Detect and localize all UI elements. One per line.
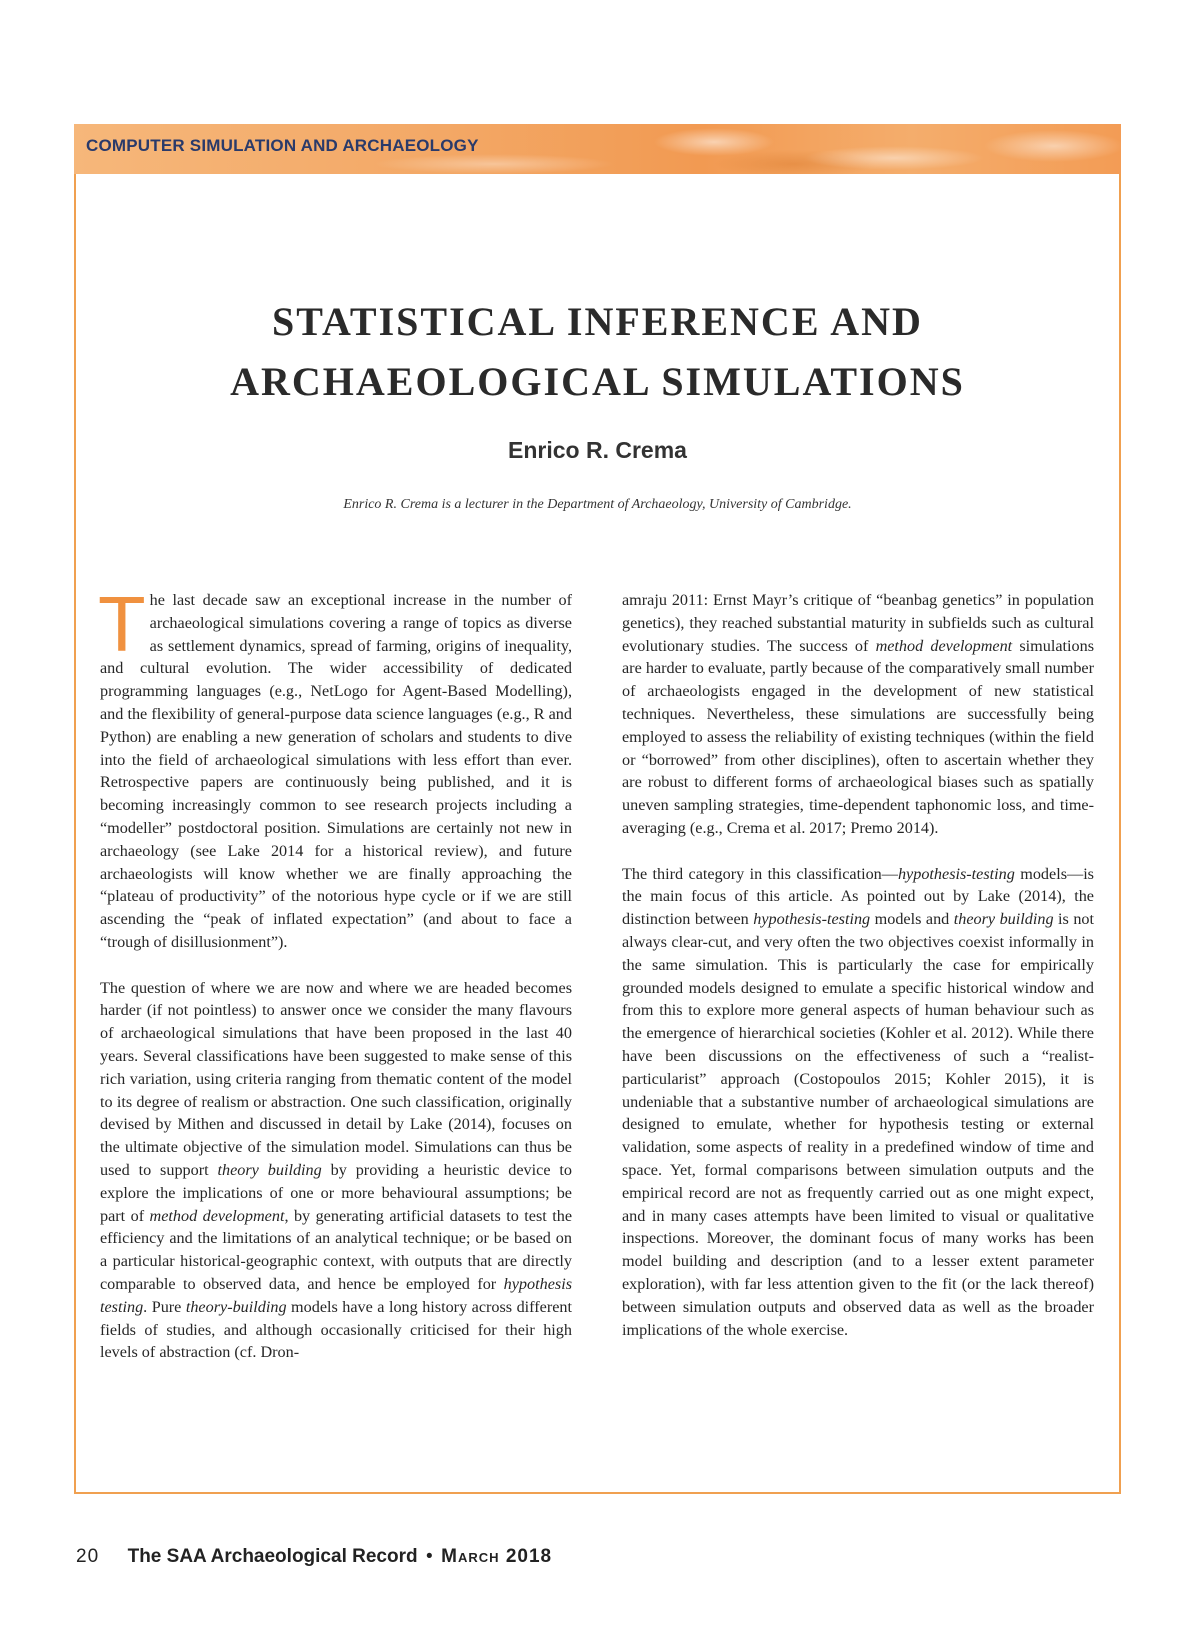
left-column — [98, 580, 573, 1387]
right-column — [622, 589, 1094, 1364]
text-run: The third category in this classification— — [622, 864, 898, 883]
journal-name: The SAA Archaeological Record — [127, 1546, 418, 1567]
paragraph-classification — [100, 977, 572, 1365]
emphasis-term: hypothesis-testing — [897, 864, 1015, 883]
drop-cap: T — [98, 580, 146, 668]
text-run: models have a long history across different fields of studies, and although occasionally criticised for their high levels of abstraction (cf. Dron- — [100, 1297, 572, 1362]
emphasis-term: theory building — [217, 1160, 322, 1179]
section-banner — [74, 124, 1121, 174]
emphasis-term: method development — [875, 636, 1013, 655]
text-run: simulations are harder to evaluate, partly because of the comparatively small number of archaeologists engaged in the development of new statistical techniques. Nevertheless, these simulations are successfully being employed to assess the reliability of existing techniques (within the field or “borrowed” from other disciplines), often to ascertain whether they are robust to different forms of archaeological biases such as spatially uneven sampling strategies, time-dependent taphonomic loss, and time-averaging (e.g., Crema et al. 2017; Premo 2014). — [622, 636, 1094, 837]
text-run: by providing a heuristic device to explore the implications of one or more behavioural assumptions; be part of — [100, 1160, 572, 1225]
emphasis-term: method development — [149, 1206, 285, 1225]
issue-date: March 2018 — [441, 1546, 553, 1567]
text-run: models—is the main focus of this article. As pointed out by Lake (2014), the distinction between — [622, 864, 1094, 929]
section-title: COMPUTER SIMULATION AND ARCHAEOLOGY — [86, 136, 479, 155]
page-footer — [76, 1546, 552, 1568]
article-title — [74, 292, 1121, 412]
text-run: models and — [870, 910, 954, 929]
paragraph-method-development — [622, 589, 1094, 840]
paragraph-intro-text: he last decade saw an exceptional increase in the number of archaeological simulations covering a range of topics as diverse as settlement dynamics, spread of farming, origins of inequality, and cultural evolution. The wider accessibility of dedicated programming languages (e.g., NetLogo for Agent-Based Modelling), and the flexibility of general-purpose data science languages (e.g., R and Python) are enabling a new generation of scholars and students to dive into the field of archaeological simulations with less effort than ever. Retrospective papers are continuously being published, and it is becoming increasingly common to see research projects including a “modeller” postdoctoral position. Simulations are certainly not new in archaeology (see Lake 2014 for a historical review), and future archaeologists will know whether we are finally approaching the “plateau of productivity” of the notorious hype cycle or if we are still ascending the “peak of inflated expectation” (and about to face a “trough of disillusionment”). — [100, 591, 572, 951]
text-run: is not always clear-cut, and very often the two objectives coexist informally in the same simulation. This is particularly the case for empirically grounded models designed to emulate a specific historical window and from this to explore more general aspects of human behaviour such as the emergence of hierarchical societies (Kohler et al. 2012). While there have been discussions on the effectiveness of such a “realist-particularist” approach (Costopoulos 2015; Kohler 2015), it is undeniable that a substantive number of archaeological simulations are designed to emulate, whether for hypothesis testing or external validation, some aspects of reality in a predefined window of time and space. Yet, formal comparisons between simulation outputs and the empirical record are not as frequently carried out as one might expect, and in many cases attempts have been limited to visual or qualitative inspections. Moreover, the dominant focus of many works has been model building and description (and to a lesser extent parameter exploration), with far less attention given to the fit (or the lack thereof) between simulation outputs and observed data as well as the broader implications of the whole exercise. — [622, 910, 1095, 1339]
title-line-2: ARCHAEOLOGICAL SIMULATIONS — [230, 359, 965, 404]
text-run: , by generating artificial datasets to test the efficiency and the limitations of an analytical technique; or be based on a particular historical-geographic context, with outputs that are directly comparable to observed data, and hence be employed for — [100, 1206, 573, 1293]
author-affiliation: Enrico R. Crema is a lecturer in the Department of Archaeology, University of Cambridge. — [343, 497, 852, 512]
paragraph-intro — [98, 580, 572, 954]
paragraph-hypothesis-testing — [622, 863, 1094, 1342]
emphasis-term: hypothesis-testing — [753, 910, 871, 929]
page-number: 20 — [76, 1546, 100, 1567]
text-run: amraju 2011: Ernst Mayr’s critique of “beanbag genetics” in population genetics), they reached substantial maturity in subfields such as cultural evolutionary studies. The success of — [622, 591, 1094, 655]
text-run: . Pure — [143, 1297, 186, 1316]
title-line-1: STATISTICAL INFERENCE AND — [272, 299, 923, 344]
emphasis-term: theory building — [953, 910, 1054, 929]
emphasis-term: hypothesis testing — [100, 1274, 572, 1316]
emphasis-term: theory-building — [185, 1297, 287, 1316]
bullet-separator: • — [426, 1546, 433, 1567]
author-name: Enrico R. Crema — [508, 437, 687, 463]
text-run: The question of where we are now and where we are headed becomes harder (if not pointless) to answer once we consider the many flavours of archaeological simulations that have been proposed in the last 40 years. Several classifications have been suggested to make sense of this rich variation, using criteria ranging from thematic content of the model to its degree of realism or abstraction. One such classification, originally devised by Mithen and discussed in detail by Lake (2014), focuses on the ultimate objective of the simulation model. Simulations can thus be used to support — [100, 978, 572, 1179]
